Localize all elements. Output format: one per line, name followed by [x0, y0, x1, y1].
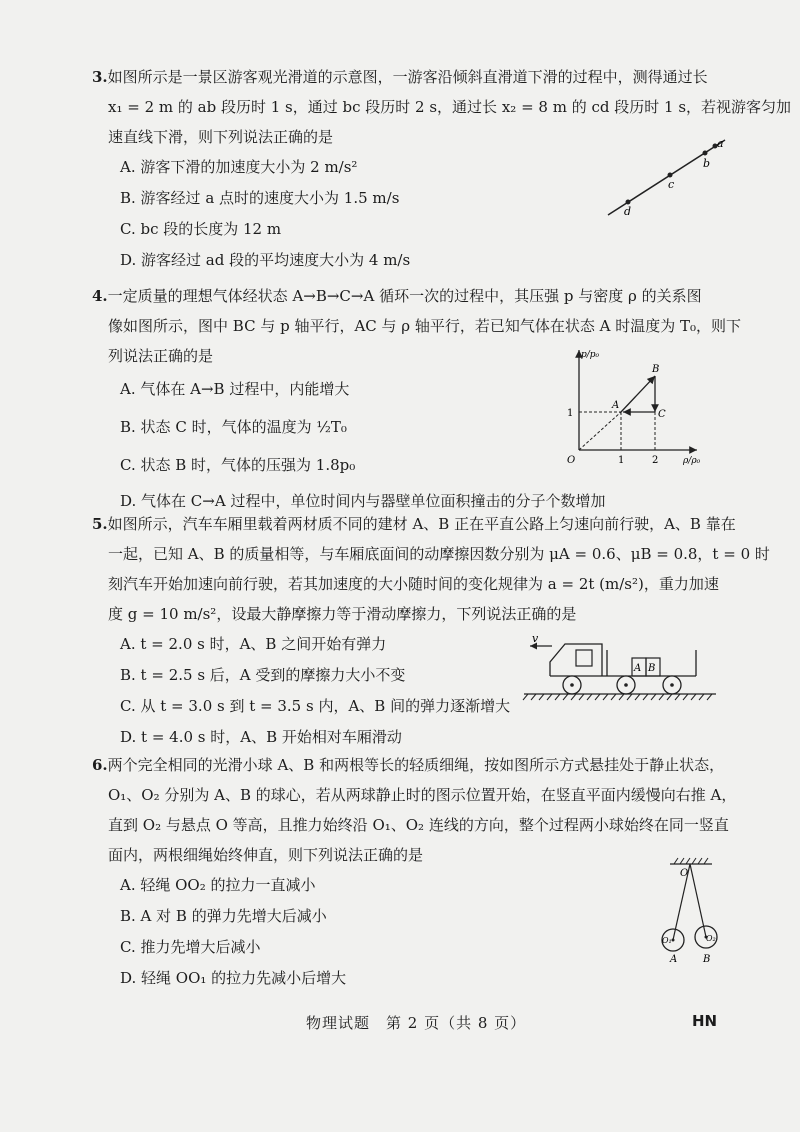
question-5-number: 5. [92, 515, 108, 533]
cab-window [576, 650, 592, 666]
label-b: b [703, 157, 711, 170]
x-axis-label: ρ/ρ₀ [683, 456, 701, 466]
pivot-label: O [680, 868, 689, 879]
tick-y1: 1 [567, 408, 574, 419]
question-4-option-d: D. 气体在 C→A 过程中，单位时间内与器壁单位面积撞击的分子个数增加 [120, 492, 606, 510]
question-6-option-b: B. A 对 B 的弹力先增大后减小 [120, 907, 327, 925]
question-5-line-3: 刻汽车开始加速向前行驶，若其加速度的大小随时间的变化规律为 a = 2t (m/s²)，重力加速 [108, 575, 719, 593]
ground-hatching [523, 694, 712, 700]
question-5-option-a: A. t = 2.0 s 时，A、B 之间开始有弹力 [120, 635, 387, 653]
question-6-line-1: 6.两个完全相同的光滑小球 A、B 和两根等长的轻质细绳，按如图所示方式悬挂处于静止状态， [92, 756, 725, 774]
ball-a-center [672, 939, 675, 942]
question-6-line-3: 直到 O₂ 与悬点 O 等高，且推力始终沿 O₁、O₂ 连线的方向，整个过程两小球始终在同一竖直 [108, 816, 729, 834]
question-3-line-2: x₁ = 2 m 的 ab 段历时 1 s，通过 bc 段历时 2 s，通过长 x₂ = 8 m 的 cd 段历时 1 s，若视游客匀加 [108, 98, 792, 116]
question-3-line-3: 速直线下滑，则下列说法正确的是 [108, 128, 334, 146]
point-b [703, 151, 708, 156]
ceiling-hatching [674, 858, 708, 864]
page-info: 物理试题 第 2 页（共 8 页） [306, 1014, 527, 1032]
question-4-line-1: 4.一定质量的理想气体经状态 A→B→C→A 循环一次的过程中，其压强 p 与密度 ρ 的关系图 [92, 287, 702, 305]
question-4-option-a: A. 气体在 A→B 过程中，内能增大 [120, 380, 350, 398]
pressure-density-graph [565, 345, 705, 467]
question-5-line-1: 5.如图所示，汽车车厢里载着两材质不同的建材 A、B 正在平直公路上匀速向前行驶，A、B 靠在 [92, 515, 736, 533]
question-4-line-2: 像如图所示，图中 BC 与 p 轴平行，AC 与 ρ 轴平行，若已知气体在状态 A 时温度为 T₀，则下 [108, 317, 742, 335]
question-6-number: 6. [92, 756, 108, 774]
block-b-label: B [648, 663, 656, 674]
question-5-line-2: 一起，已知 A、B 的质量相等，与车厢底面间的动摩擦因数分别为 μA = 0.6、μB = 0.8，t = 0 时 [108, 545, 770, 563]
question-5-option-b: B. t = 2.5 s 后，A 受到的摩擦力大小不变 [120, 666, 406, 684]
truck-diagram [520, 630, 720, 702]
block-a-label: A [634, 663, 642, 674]
wheel-rear-hub [670, 683, 674, 687]
origin-label: O [567, 455, 576, 466]
question-3-option-b: B. 游客经过 a 点时的速度大小为 1.5 m/s [120, 189, 400, 207]
label-c: c [668, 178, 675, 191]
tick-x2: 2 [652, 455, 659, 466]
label-a: a [717, 137, 724, 150]
exam-code: HN [692, 1012, 718, 1030]
point-c [668, 173, 673, 178]
wheel-front-hub [570, 683, 574, 687]
question-4-option-c: C. 状态 B 时，气体的压强为 1.8p₀ [120, 456, 356, 474]
pendulum-diagram [650, 852, 730, 967]
segment-a-b [621, 376, 655, 412]
question-6-option-d: D. 轻绳 OO₁ 的拉力先减小后增大 [120, 969, 347, 987]
question-4-number: 4. [92, 287, 108, 305]
question-6-option-a: A. 轻绳 OO₂ 的拉力一直减小 [120, 876, 316, 894]
velocity-label: v [532, 632, 539, 645]
question-6-line-2: O₁、O₂ 分别为 A、B 的球心，若从两球静止时的图示位置开始，在竖直平面内缓慢向右推 A， [108, 786, 737, 804]
question-3-option-a: A. 游客下滑的加速度大小为 2 m/s² [120, 158, 358, 176]
question-3-option-c: C. bc 段的长度为 12 m [120, 220, 282, 238]
point-a-label: A [612, 400, 620, 411]
question-3-option-d: D. 游客经过 ad 段的平均速度大小为 4 m/s [120, 251, 411, 269]
point-d [626, 200, 631, 205]
point-c-label: C [658, 409, 666, 420]
label-d: d [624, 205, 632, 218]
center1-label: O₁ [662, 936, 672, 945]
slide-line [608, 140, 725, 215]
tick-x1: 1 [618, 455, 625, 466]
ball-b-label: B [703, 954, 711, 965]
center2-label: O₂ [706, 934, 716, 943]
slide-diagram [600, 135, 730, 220]
y-axis-label: p/p₀ [581, 350, 600, 360]
wheel-middle-hub [624, 683, 628, 687]
question-4-line-3: 列说法正确的是 [108, 347, 214, 365]
question-5-option-d: D. t = 4.0 s 时，A、B 开始相对车厢滑动 [120, 728, 402, 746]
ball-a-label: A [670, 954, 678, 965]
question-6-line-4: 面内，两根细绳始终伸直，则下列说法正确的是 [108, 846, 424, 864]
dashed-origin-to-a [579, 412, 621, 450]
question-3-line-1: 3.如图所示是一景区游客观光滑道的示意图，一游客沿倾斜直滑道下滑的过程中，测得通过长 [92, 68, 708, 86]
question-6 [92, 750, 737, 994]
question-3-number: 3. [92, 68, 108, 86]
question-5-line-4: 度 g = 10 m/s²，设最大静摩擦力等于滑动摩擦力，下列说法正确的是 [108, 605, 577, 623]
question-4-option-b: B. 状态 C 时，气体的温度为 ½T₀ [120, 418, 347, 436]
point-b-label: B [652, 364, 660, 375]
question-6-option-c: C. 推力先增大后减小 [120, 938, 261, 956]
question-5-option-c: C. 从 t = 3.0 s 到 t = 3.5 s 内，A、B 间的弹力逐渐增大 [120, 697, 511, 715]
